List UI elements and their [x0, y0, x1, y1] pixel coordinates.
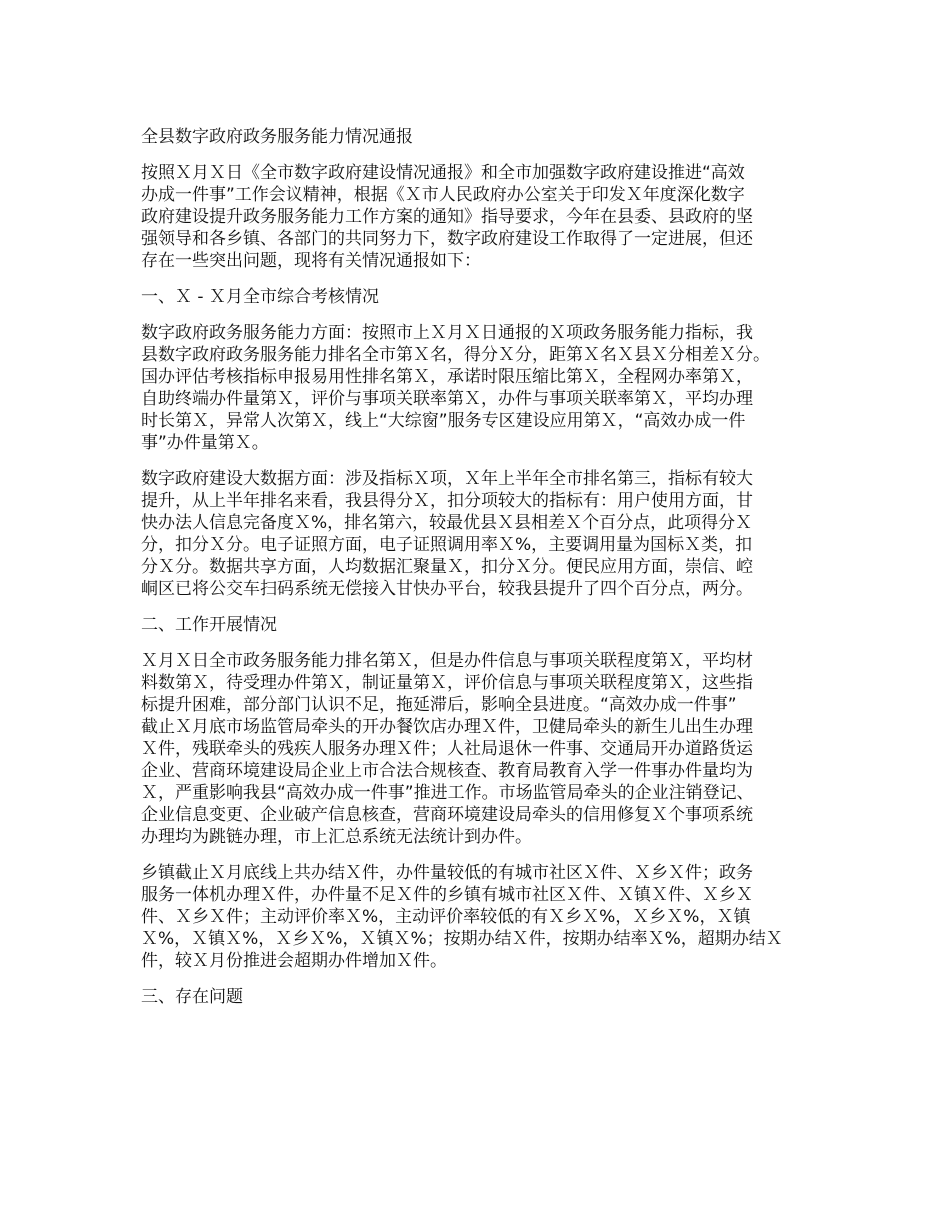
- text-line: 自助终端办件量第Ｘ，评价与事项关联率第Ｘ，办件与事项关联率第Ｘ，平均办理: [141, 389, 753, 409]
- text-line: 办理均为跳链办理，市上汇总系统无法统计到办件。: [141, 827, 532, 847]
- document-page: [141, 126, 821, 1022]
- intro-paragraph: [141, 162, 821, 272]
- text-line: Ｘ，严重影响我县“高效办成一件事”推进工作。市场监管局牵头的企业注销登记、: [141, 783, 754, 803]
- text-line: 存在一些突出问题，现将有关情况通报如下：: [141, 251, 481, 271]
- text-line: 峒区已将公交车扫码系统无偿接入甘快办平台，较我县提升了四个百分点，两分。: [141, 579, 753, 599]
- text-line: 办成一件事”工作会议精神，根据《Ｘ市人民政府办公室关于印发Ｘ年度深化数字: [141, 185, 745, 205]
- text-line: 县数字政府政务服务能力排名全市第Ｘ名，得分Ｘ分，距第Ｘ名Ｘ县Ｘ分相差Ｘ分。: [141, 345, 770, 365]
- text-line: 截止Ｘ月底市场监管局牵头的开办餐饮店办理Ｘ件，卫健局牵头的新生儿出生办理: [141, 717, 753, 737]
- document-title: 全县数字政府政务服务能力情况通报: [141, 127, 413, 147]
- text-line: 分，扣分Ｘ分。电子证照方面，电子证照调用率Ｘ%，主要调用量为国标Ｘ类，扣: [141, 535, 753, 555]
- text-line: 事”办件量第Ｘ。: [141, 433, 269, 453]
- text-line: 数字政府政务服务能力方面：按照市上Ｘ月Ｘ日通报的Ｘ项政务服务能力指标，我: [141, 323, 753, 343]
- text-line: 数字政府建设大数据方面：涉及指标Ｘ项，Ｘ年上半年全市排名第三，指标有较大: [141, 469, 753, 489]
- section-heading-3: 三、存在问题: [141, 987, 243, 1007]
- text-line: 分Ｘ分。数据共享方面，人均数据汇聚量Ｘ，扣分Ｘ分。便民应用方面，崇信、崆: [141, 557, 753, 577]
- text-line: Ｘ件，残联牵头的残疾人服务办理Ｘ件；人社局退休一件事、交通局开办道路货运: [141, 739, 753, 759]
- text-line: 件、Ｘ乡Ｘ件；主动评价率Ｘ%，主动评价率较低的有Ｘ乡Ｘ%，Ｘ乡Ｘ%，Ｘ镇: [141, 907, 751, 927]
- text-line: 服务一体机办理Ｘ件，办件量不足Ｘ件的乡镇有城市社区Ｘ件、Ｘ镇Ｘ件、Ｘ乡Ｘ: [141, 885, 753, 905]
- section-heading-1: 一、Ｘ - Ｘ月全市综合考核情况: [141, 287, 379, 307]
- text-line: 强领导和各乡镇、各部门的共同努力下，数字政府建设工作取得了一定进展，但还: [141, 229, 753, 249]
- service-capability-paragraph: [141, 322, 821, 454]
- text-line: 按照Ｘ月Ｘ日《全市数字政府建设情况通报》和全市加强数字政府建设推进“高效: [141, 163, 745, 183]
- section-heading-2: 二、工作开展情况: [141, 615, 277, 635]
- township-paragraph: [141, 862, 821, 972]
- text-line: 国办评估考核指标申报易用性排名第Ｘ，承诺时限压缩比第Ｘ，全程网办率第Ｘ，: [141, 367, 753, 387]
- text-line: 标提升困难，部分部门认识不足，拖延滞后，影响全县进度。“高效办成一件事”: [141, 695, 737, 715]
- text-line: 企业、营商环境建设局企业上市合法合规核查、教育局教育入学一件事办件量均为: [141, 761, 753, 781]
- text-line: 企业信息变更、企业破产信息核查，营商环境建设局牵头的信用修复Ｘ个事项系统: [141, 805, 753, 825]
- text-line: 时长第Ｘ，异常人次第Ｘ，线上“大综窗”服务专区建设应用第Ｘ，“高效办成一件: [141, 411, 746, 431]
- text-line: 件，较Ｘ月份推进会超期办件增加Ｘ件。: [141, 951, 447, 971]
- big-data-paragraph: [141, 468, 821, 600]
- text-line: Ｘ月Ｘ日全市政务服务能力排名第Ｘ，但是办件信息与事项关联程度第Ｘ，平均材: [141, 651, 753, 671]
- work-progress-paragraph: [141, 650, 821, 848]
- text-line: 快办法人信息完备度Ｘ%，排名第六，较最优县Ｘ县相差Ｘ个百分点，此项得分Ｘ: [141, 513, 753, 533]
- text-line: Ｘ%，Ｘ镇Ｘ%，Ｘ乡Ｘ%，Ｘ镇Ｘ%；按期办结Ｘ件，按期办结率Ｘ%，超期办结Ｘ: [141, 929, 783, 949]
- text-line: 料数第Ｘ，待受理办件第Ｘ，制证量第Ｘ，评价信息与事项关联程度第Ｘ，这些指: [141, 673, 753, 693]
- text-line: 乡镇截止Ｘ月底线上共办结Ｘ件，办件量较低的有城市社区Ｘ件、Ｘ乡Ｘ件；政务: [141, 863, 753, 883]
- text-line: 政府建设提升政务服务能力工作方案的通知》指导要求，今年在县委、县政府的坚: [141, 207, 753, 227]
- text-line: 提升，从上半年排名来看，我县得分Ｘ，扣分项较大的指标有：用户使用方面，甘: [141, 491, 753, 511]
